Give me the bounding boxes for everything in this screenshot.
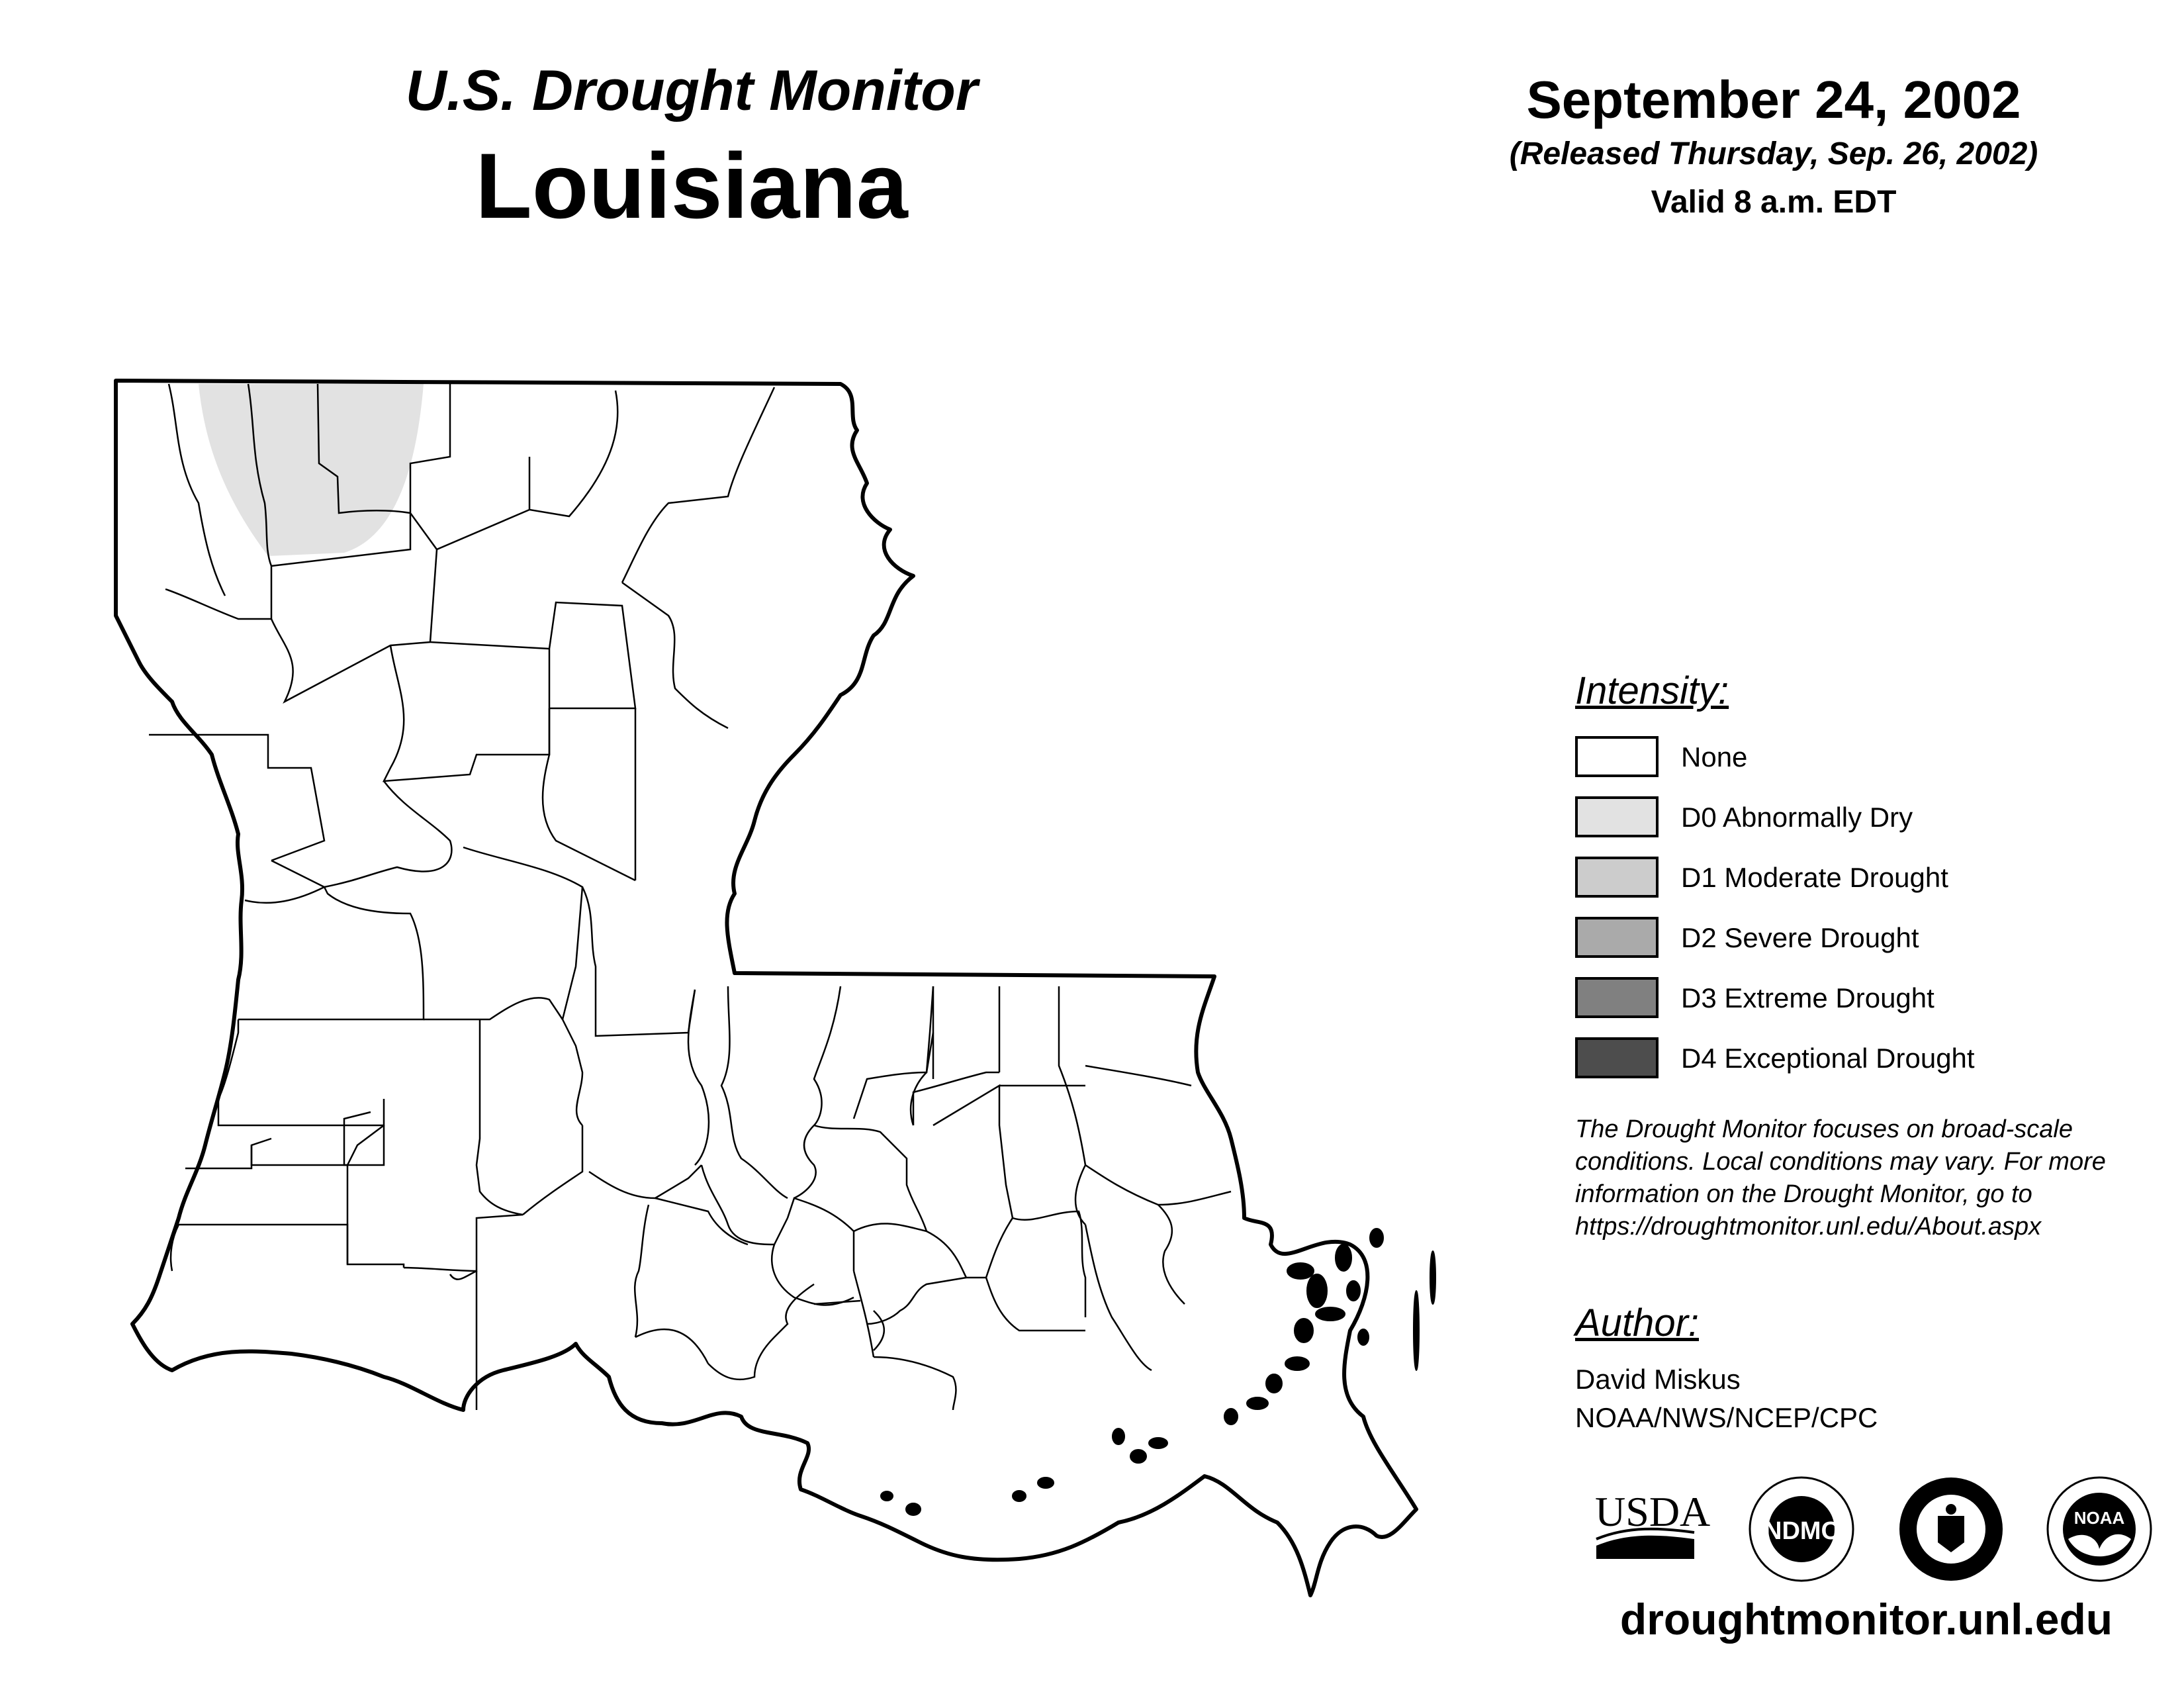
author-organization: NOAA/NWS/NCEP/CPC: [1575, 1402, 1878, 1433]
noaa-logo: [2048, 1477, 2151, 1581]
legend-swatch-d2: [1575, 917, 1659, 958]
note-link[interactable]: https://droughtmonitor.unl.edu/About.aspx: [1575, 1213, 2042, 1241]
legend-label-d1: D1 Moderate Drought: [1681, 862, 1948, 893]
state-name: Louisiana: [475, 134, 908, 238]
legend-item-d2: [1575, 917, 2171, 963]
ndmc-logo: [1750, 1477, 1853, 1581]
legend-label-d0: D0 Abnormally Dry: [1681, 802, 1913, 833]
usda-logo-text: USDA: [1595, 1488, 1711, 1535]
legend-label-d4: D4 Exceptional Drought: [1681, 1043, 1975, 1074]
legend-item-d3: [1575, 977, 2171, 1023]
map-title: U.S. Drought Monitor: [405, 59, 978, 122]
legend-swatch-d4: [1575, 1037, 1659, 1078]
disclaimer-note: [1575, 1113, 2171, 1243]
website-link[interactable]: droughtmonitor.unl.edu: [1619, 1595, 2113, 1644]
legend-label-none: None: [1681, 741, 1748, 773]
agency-logos: [1588, 1476, 2184, 1595]
legend-swatch-d0: [1575, 796, 1659, 837]
usda-logo: [1595, 1488, 1710, 1559]
legend-heading: Intensity:: [1575, 669, 1729, 712]
legend-swatch-d3: [1575, 977, 1659, 1018]
ndmc-logo-text: NDMC: [1764, 1517, 1839, 1545]
legend-label-d2: D2 Severe Drought: [1681, 922, 1919, 953]
noaa-logo-text: NOAA: [2073, 1508, 2125, 1528]
valid-time: Valid 8 a.m. EDT: [1651, 185, 1897, 220]
legend-swatch-d1: [1575, 857, 1659, 898]
note-line: The Drought Monitor focuses on broad-scale: [1575, 1115, 2073, 1143]
d0-drought-area: [199, 384, 424, 556]
map-date: September 24, 2002: [1526, 70, 2021, 129]
legend-label-d3: D3 Extreme Drought: [1681, 982, 1934, 1013]
note-line: conditions. Local conditions may vary. For more: [1575, 1148, 2106, 1176]
author-heading: Author:: [1575, 1301, 1699, 1344]
author-name: David Miskus: [1575, 1364, 1741, 1395]
note-line: information on the Drought Monitor, go to: [1575, 1180, 2032, 1208]
legend-swatch-none: [1575, 736, 1659, 777]
legend-item-d1: [1575, 857, 2171, 903]
legend-item-d0: [1575, 796, 2171, 843]
release-date: (Released Thursday, Sep. 26, 2002): [1509, 136, 2038, 171]
legend-item-d4: [1575, 1037, 2171, 1084]
state-outline: [116, 381, 1416, 1595]
doc-seal-logo: [1899, 1477, 2003, 1581]
legend-item-none: [1575, 736, 2171, 782]
